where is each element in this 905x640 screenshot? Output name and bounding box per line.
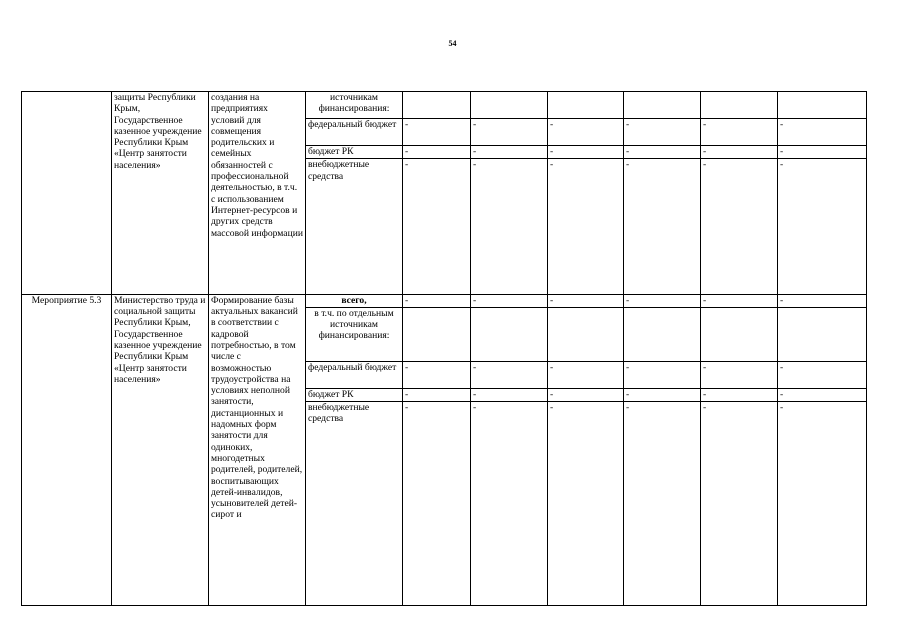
value-cell: - (548, 294, 624, 307)
source-label: внебюджетные средства (306, 159, 403, 295)
value-cell: - (403, 362, 471, 389)
source-header: в т.ч. по отдельным источникам финансирования: (306, 307, 403, 361)
value-cell: - (701, 159, 778, 295)
value-cell: - (701, 119, 778, 146)
value-cell: - (701, 389, 778, 402)
value-cell: - (778, 402, 867, 606)
funding-table (21, 91, 867, 606)
value-cell: - (403, 402, 471, 606)
value-cell: - (701, 362, 778, 389)
value-cell: - (778, 159, 867, 295)
value-cell: - (701, 402, 778, 606)
value-cell: - (778, 389, 867, 402)
value-cell: - (403, 146, 471, 159)
value-cell: - (403, 119, 471, 146)
value-cell: - (471, 159, 548, 295)
value-cell: - (548, 402, 624, 606)
value-cell: - (471, 294, 548, 307)
source-label: федеральный бюджет (306, 119, 403, 146)
source-label: федеральный бюджет (306, 362, 403, 389)
source-header: источникам финансирования: (306, 92, 403, 119)
event-cell: Мероприятие 5.3 (22, 294, 112, 605)
value-cell: - (701, 294, 778, 307)
value-cell: - (548, 119, 624, 146)
executor-cell: Министерство труда и социальной защиты Республики Крым, Государственное казенное учреждение Республики Крым «Центр занятости населения» (112, 294, 209, 605)
value-cell: - (778, 119, 867, 146)
value-cell: - (548, 389, 624, 402)
value-cell: - (624, 146, 701, 159)
value-cell: - (624, 294, 701, 307)
value-cell: - (778, 362, 867, 389)
value-cell: - (548, 362, 624, 389)
value-cell: - (624, 402, 701, 606)
description-cell: создания на предприятиях условий для совмещения родительских и семейных обязанностей с профессиональной деятельностью, в т.ч. с использованием Интернет-ресурсов и других средств массовой информации (209, 92, 306, 295)
source-label: внебюджетные средства (306, 402, 403, 606)
value-cell: - (778, 146, 867, 159)
executor-cell: защиты Республики Крым, Государственное казенное учреждение Республики Крым «Центр занятости населения» (112, 92, 209, 295)
value-cell: - (778, 294, 867, 307)
total-label: всего, (306, 294, 403, 307)
value-cell: - (548, 159, 624, 295)
value-cell: - (403, 159, 471, 295)
value-cell: - (471, 402, 548, 606)
source-label: бюджет РК (306, 389, 403, 402)
value-cell: - (624, 159, 701, 295)
value-cell: - (701, 146, 778, 159)
value-cell: - (624, 119, 701, 146)
value-cell: - (471, 362, 548, 389)
value-cell: - (624, 362, 701, 389)
table-row (22, 294, 867, 307)
value-cell: - (471, 389, 548, 402)
source-label: бюджет РК (306, 146, 403, 159)
value-cell: - (548, 146, 624, 159)
event-cell-empty (22, 92, 112, 295)
value-cell: - (403, 294, 471, 307)
value-cell: - (624, 389, 701, 402)
page-number: 54 (448, 39, 457, 48)
value-cell: - (403, 389, 471, 402)
value-cell: - (471, 146, 548, 159)
description-cell: Формирование базы актуальных вакансий в соответствии с кадровой потребностью, в том числе с возможностью трудоустройства на условиях неполной занятости, дистанционных и надомных форм занятости для одиноких, многодетных родителей, родителей, воспитывающих детей-инвалидов, усыновителей детей-сирот и (209, 294, 306, 605)
value-cell: - (471, 119, 548, 146)
table-row (22, 92, 867, 119)
